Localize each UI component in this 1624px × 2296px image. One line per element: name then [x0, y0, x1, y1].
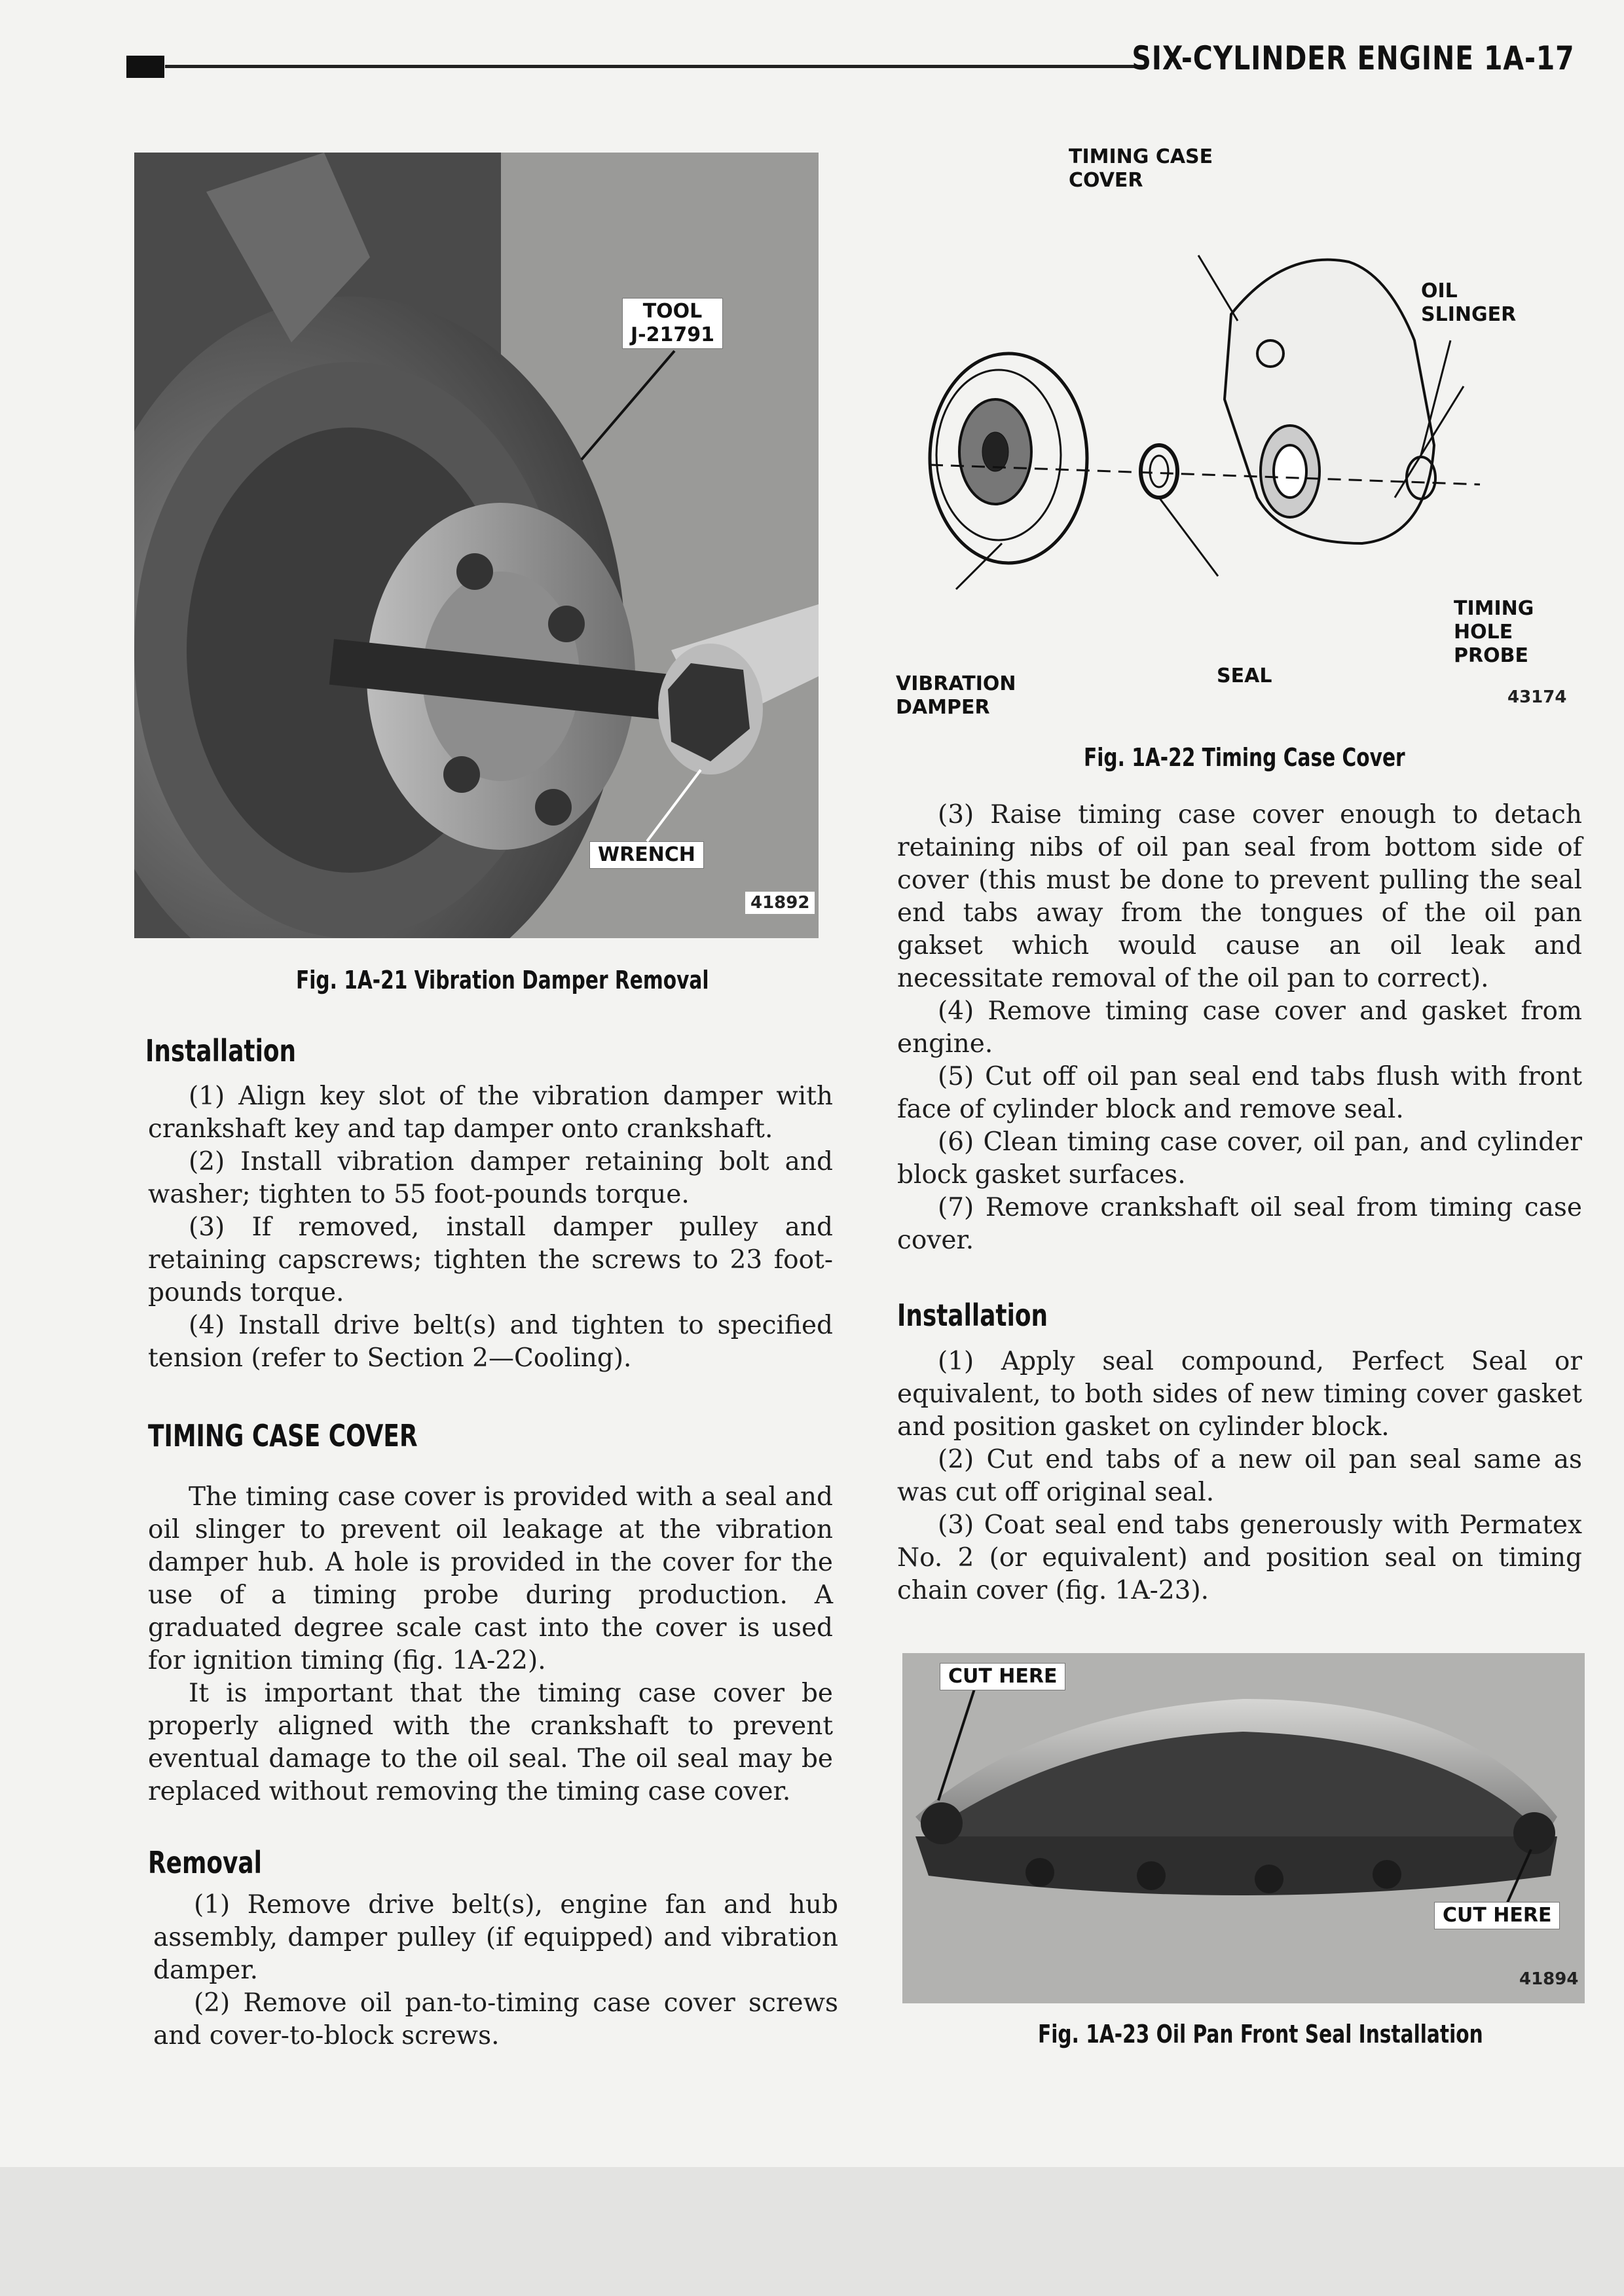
tool-label-number: J-21791	[631, 323, 714, 346]
cover-install-step-1: (1) Apply seal compound, Perfect Seal or equivalent, to both sides of new timing cover gasket and position gasket on cylinder block.	[897, 1347, 1582, 1442]
removal-step-3: (3) Raise timing case cover enough to detach retaining nibs of oil pan seal from bottom side of cover (this must be done to prevent pulling the seal end tabs away from the tongues of the oil pan gakset which would cause an oil leak and necessitate removal of the oil pan to correct).	[897, 800, 1582, 993]
oil-pan-front-seal-photo	[902, 1653, 1585, 2003]
seal-drawing	[1141, 445, 1177, 498]
vibration-damper-label-line2: DAMPER	[896, 696, 990, 719]
tool-label-line1: TOOL	[642, 300, 703, 323]
probe-label-line1: TIMING	[1454, 597, 1534, 620]
header-rule	[165, 65, 1147, 68]
timing-case-cover-label-line1: TIMING CASE	[1069, 145, 1213, 168]
cover-install-step-2: (2) Cut end tabs of a new oil pan seal same as was cut off original seal.	[897, 1445, 1582, 1507]
installation-steps-left	[148, 1080, 833, 1375]
removal-steps	[153, 1889, 838, 2052]
timing-paragraph-2: It is important that the timing case cover be properly aligned with the crankshaft to prevent eventual damage to the oil seal. The oil seal may be replaced without removing the timing case cover.	[148, 1679, 833, 1806]
seal-photo-art	[902, 1653, 1585, 2003]
probe-label-line2: HOLE	[1454, 621, 1513, 644]
oil-slinger-label	[1421, 280, 1516, 327]
fig22-number: 43174	[1507, 687, 1567, 707]
removal-step-7: (7) Remove crankshaft oil seal from timing case cover.	[897, 1193, 1582, 1255]
cut-here-label-top: CUT HERE	[940, 1663, 1065, 1690]
wrench-label: WRENCH	[589, 841, 704, 869]
install-step-2: (2) Install vibration damper retaining bolt and washer; tighten to 55 foot-pounds torque.	[148, 1147, 833, 1209]
fig21-number: 41892	[745, 892, 815, 914]
fig22-caption: Fig. 1A-22 Timing Case Cover	[1084, 743, 1405, 772]
timing-case-cover-heading: TIMING CASE COVER	[148, 1418, 418, 1453]
vibration-damper-label-line1: VIBRATION	[896, 672, 1016, 695]
cover-install-step-3: (3) Coat seal end tabs generously with Permatex No. 2 (or equivalent) and position seal on timing chain cover (fig. 1A-23).	[897, 1510, 1582, 1605]
removal-step-2: (2) Remove oil pan-to-timing case cover screws and cover-to-block screws.	[153, 1988, 838, 2050]
installation-heading-right: Installation	[897, 1298, 1048, 1333]
header-marker	[126, 56, 164, 78]
tool-leader-line	[576, 347, 694, 465]
oil-slinger-label-line1: OIL	[1421, 280, 1458, 302]
seal-label: SEAL	[1217, 665, 1272, 687]
fig21-caption: Fig. 1A-21 Vibration Damper Removal	[296, 966, 709, 994]
removal-heading: Removal	[148, 1845, 262, 1880]
timing-paragraph-1: The timing case cover is provided with a seal and oil slinger to prevent oil leakage at the vibration damper hub. A hole is provided in the cover for the use of a timing probe during production. A graduated degree scale cast into the cover is used for ignition timing (fig. 1A-22).	[148, 1482, 833, 1675]
vibration-damper-label	[896, 672, 1016, 720]
fig23-caption: Fig. 1A-23 Oil Pan Front Seal Installation	[1038, 2020, 1483, 2049]
removal-step-5: (5) Cut off oil pan seal end tabs flush with front face of cylinder block and remove seal.	[897, 1062, 1582, 1124]
tool-label	[622, 298, 723, 349]
probe-label-line3: PROBE	[1454, 644, 1528, 667]
removal-step-6: (6) Clean timing case cover, oil pan, and cylinder block gasket surfaces.	[897, 1127, 1582, 1190]
removal-step-1: (1) Remove drive belt(s), engine fan and hub assembly, damper pulley (if equipped) and vibration damper.	[153, 1890, 838, 1985]
install-step-3: (3) If removed, install damper pulley and retaining capscrews; tighten the screws to 23 foot-pounds torque.	[148, 1212, 833, 1307]
installation-heading-left: Installation	[145, 1033, 297, 1068]
install-step-4: (4) Install drive belt(s) and tighten to specified tension (refer to Section 2—Cooling).	[148, 1311, 833, 1373]
cover-drawing	[1225, 260, 1434, 543]
install-step-1: (1) Align key slot of the vibration damper with crankshaft key and tap damper onto crankshaft.	[148, 1082, 833, 1144]
damper-photo-art	[134, 153, 819, 938]
fig23-number: 41894	[1519, 1969, 1579, 1989]
timing-case-cover-label	[1069, 145, 1213, 192]
wrench-leader-line	[642, 766, 707, 845]
page-header-title: SIX-CYLINDER ENGINE 1A-17	[1131, 39, 1574, 77]
timing-hole-probe-label	[1454, 597, 1534, 668]
removal-step-4: (4) Remove timing case cover and gasket from engine.	[897, 996, 1582, 1059]
cut-here-label-bottom: CUT HERE	[1434, 1902, 1560, 1929]
page-background	[0, 2167, 1624, 2296]
timing-case-cover-text	[148, 1481, 833, 1808]
vibration-damper-drawing	[930, 354, 1087, 563]
oil-slinger-label-line2: SLINGER	[1421, 303, 1517, 326]
vibration-damper-removal-photo	[134, 153, 819, 938]
installation-steps-right	[897, 1345, 1582, 1607]
timing-case-cover-label-line2: COVER	[1069, 169, 1143, 192]
removal-steps-continued	[897, 799, 1582, 1257]
